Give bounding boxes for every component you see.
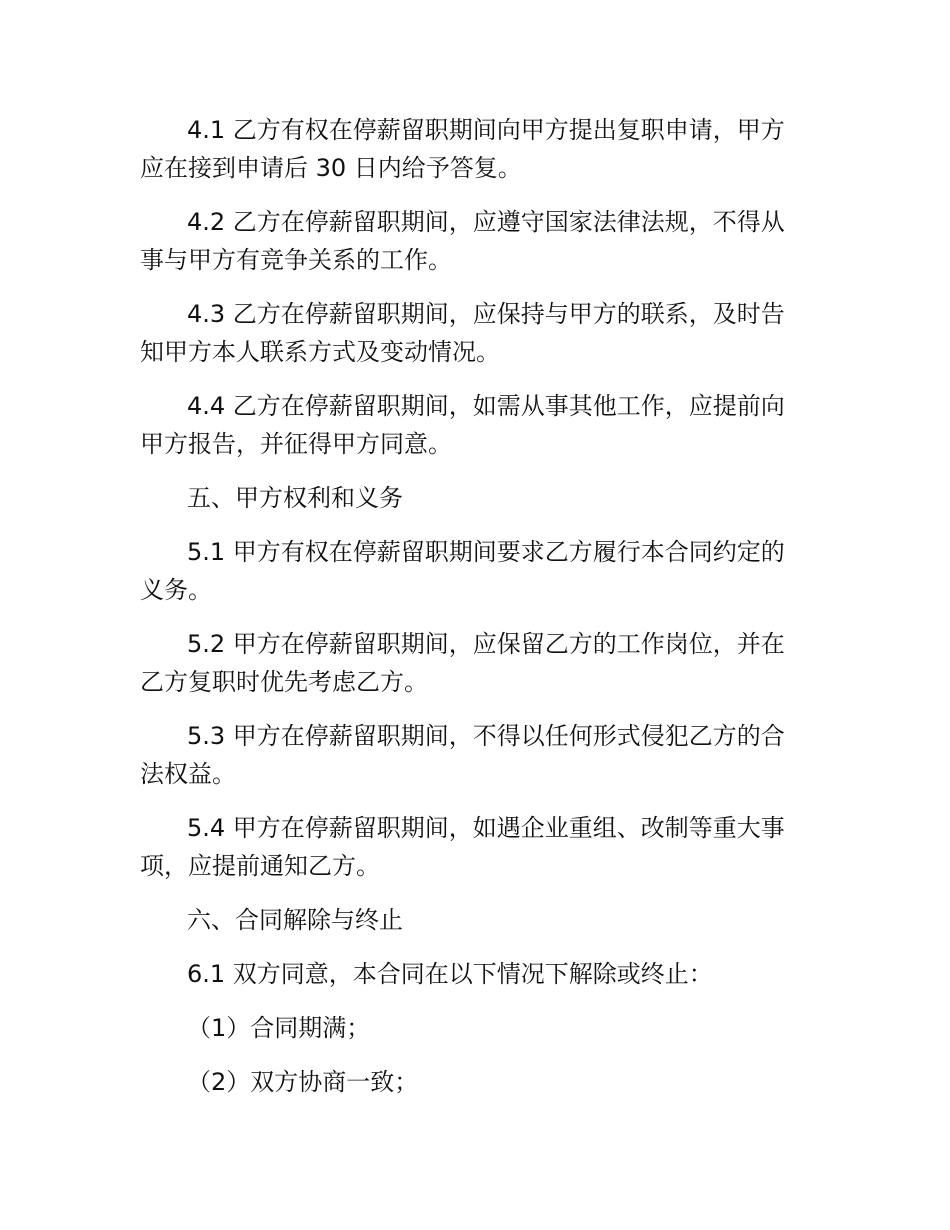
clause-5-1-line-2: 义务。 — [140, 576, 212, 604]
clause-4-1-line-1: 4.1 乙方有权在停薪留职期间向甲方提出复职申请，甲方 — [187, 116, 785, 144]
section-6-heading: 六、合同解除与终止 — [187, 906, 403, 934]
clause-4-2-line-1: 4.2 乙方在停薪留职期间，应遵守国家法律法规，不得从 — [187, 208, 785, 236]
clause-5-2-line-1: 5.2 甲方在停薪留职期间，应保留乙方的工作岗位，并在 — [187, 630, 785, 658]
section-5-heading: 五、甲方权利和义务 — [187, 484, 403, 512]
list-item-1: （1）合同期满； — [187, 1014, 371, 1042]
clause-4-3-line-1: 4.3 乙方在停薪留职期间，应保持与甲方的联系，及时告 — [187, 300, 785, 328]
clause-4-4-line-2: 甲方报告，并征得甲方同意。 — [140, 430, 452, 458]
clause-5-3-line-2: 法权益。 — [140, 760, 236, 788]
clause-6-1-line: 6.1 双方同意，本合同在以下情况下解除或终止： — [187, 960, 713, 988]
clause-5-2-line-2: 乙方复职时优先考虑乙方。 — [140, 668, 428, 696]
clause-5-1-line-1: 5.1 甲方有权在停薪留职期间要求乙方履行本合同约定的 — [187, 538, 785, 566]
clause-4-1-line-2: 应在接到申请后 30 日内给予答复。 — [140, 154, 522, 182]
clause-4-2-line-2: 事与甲方有竞争关系的工作。 — [140, 246, 452, 274]
clause-4-3-line-2: 知甲方本人联系方式及变动情况。 — [140, 338, 500, 366]
list-item-2: （2）双方协商一致； — [187, 1068, 419, 1096]
clause-5-4-line-1: 5.4 甲方在停薪留职期间，如遇企业重组、改制等重大事 — [187, 814, 785, 842]
clause-4-4-line-1: 4.4 乙方在停薪留职期间，如需从事其他工作，应提前向 — [187, 392, 785, 420]
clause-5-4-line-2: 项，应提前通知乙方。 — [140, 852, 380, 880]
clause-5-3-line-1: 5.3 甲方在停薪留职期间，不得以任何形式侵犯乙方的合 — [187, 722, 785, 750]
